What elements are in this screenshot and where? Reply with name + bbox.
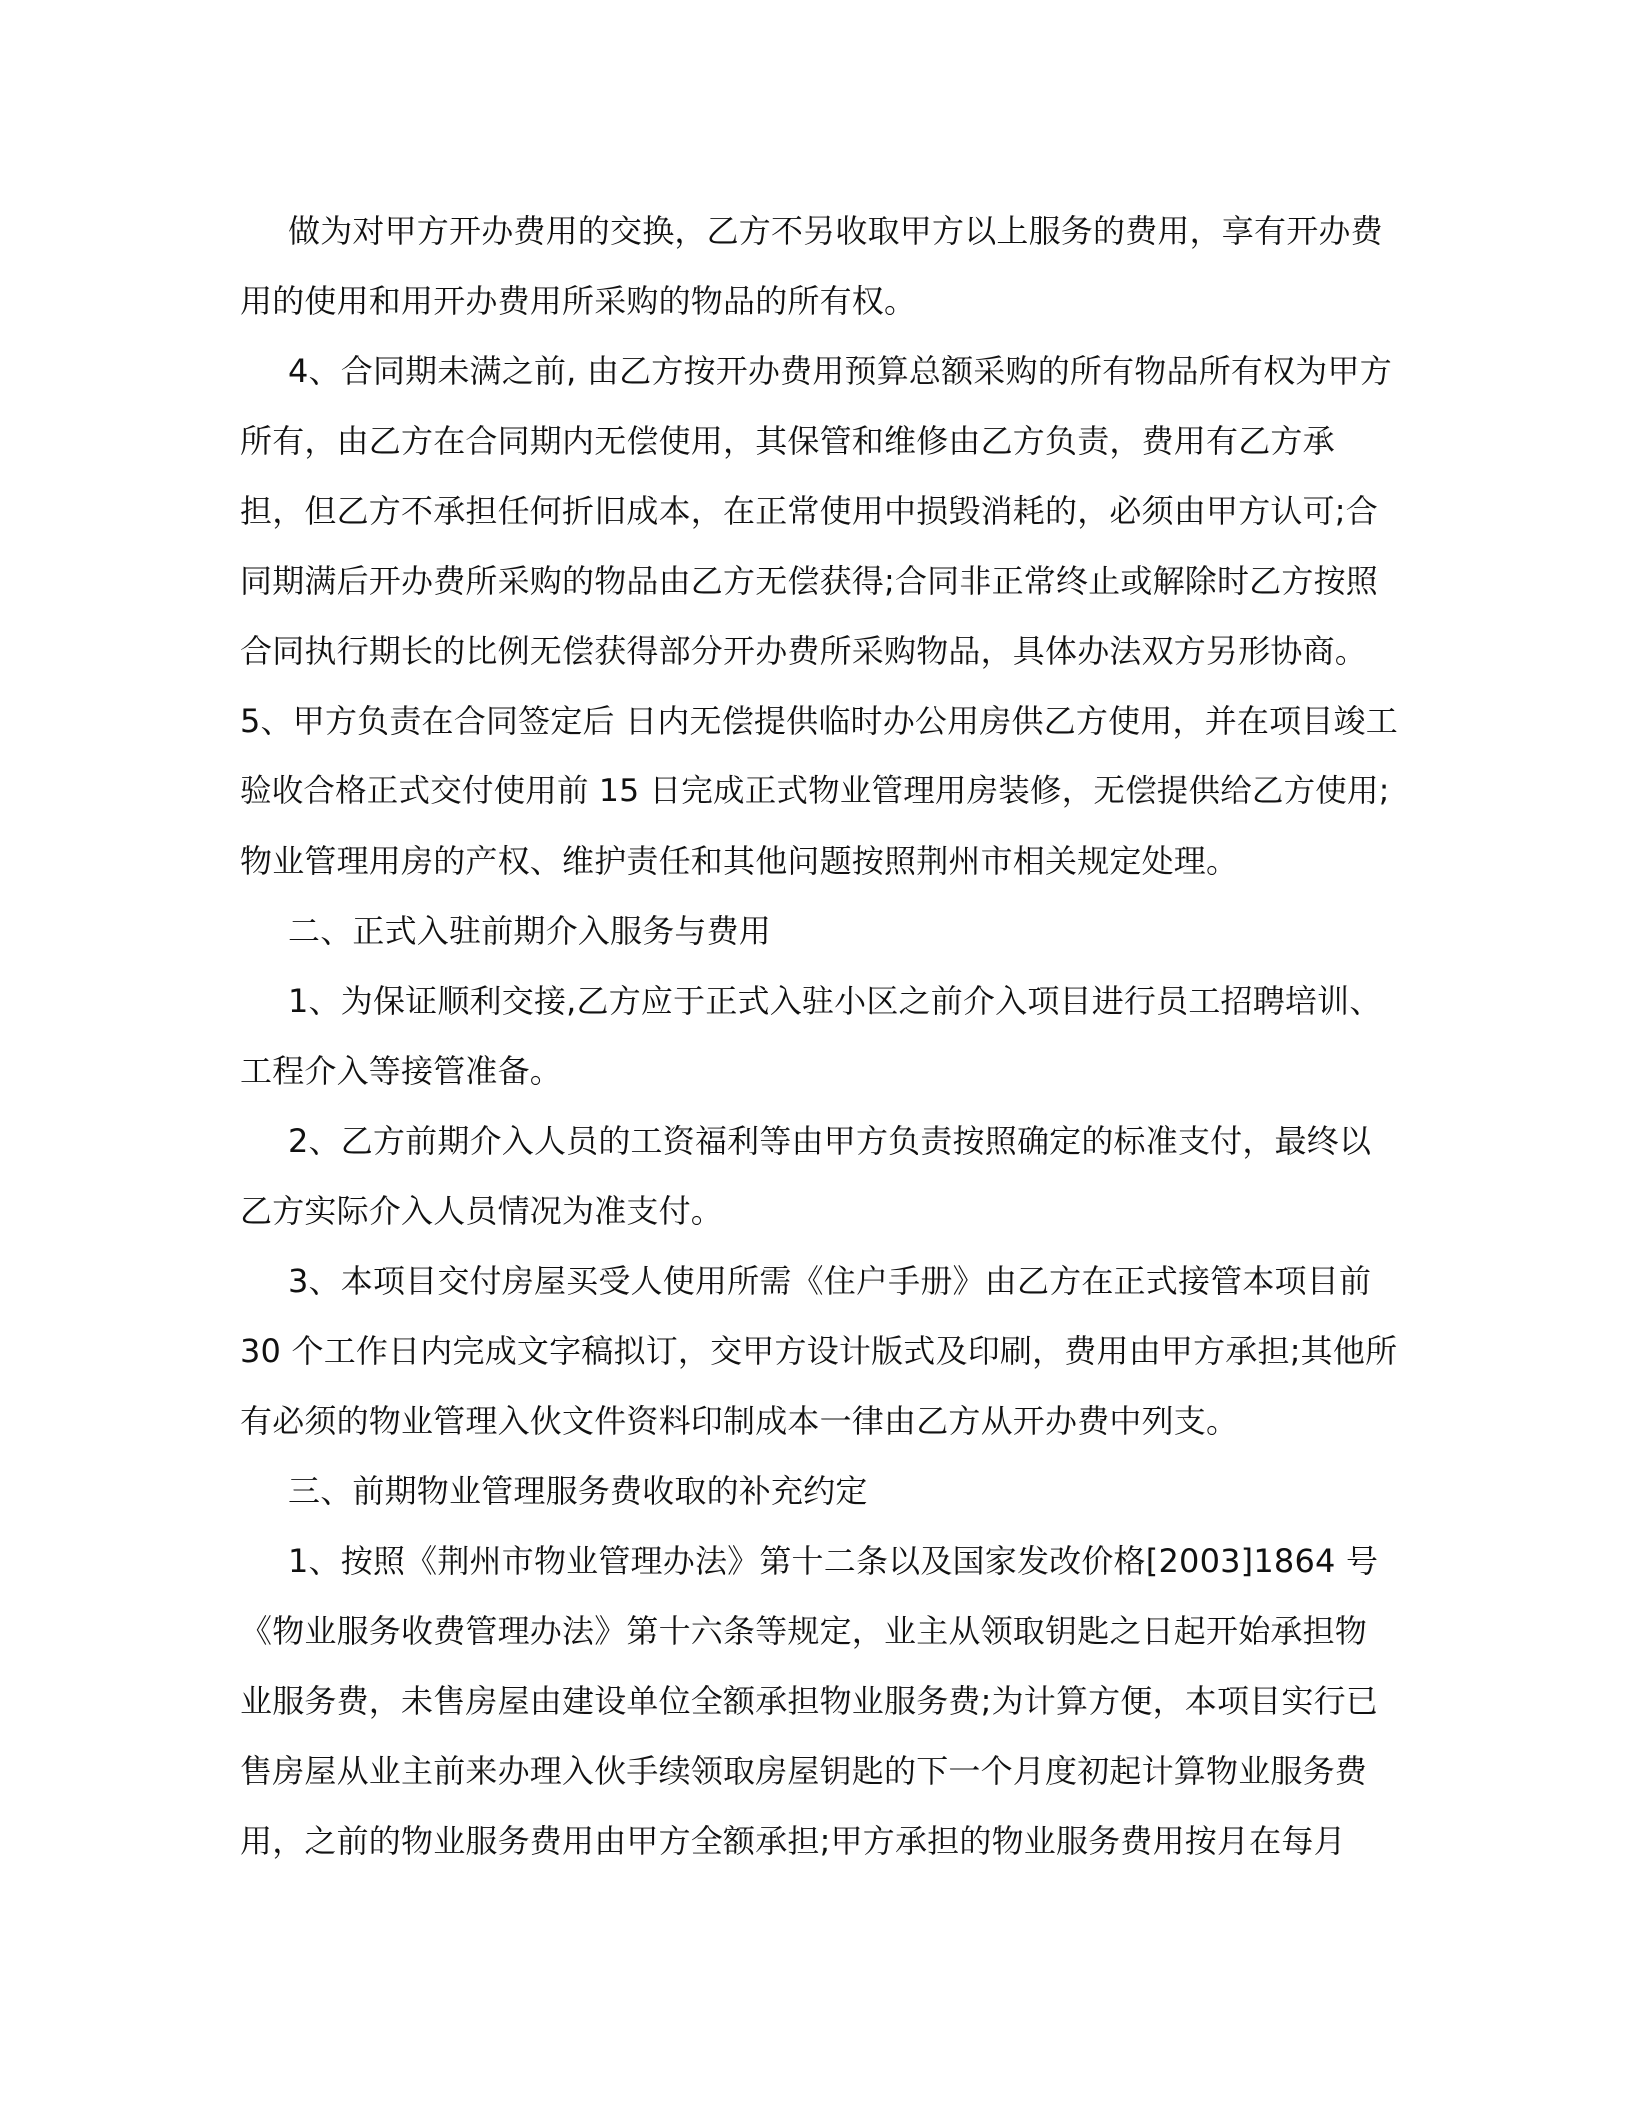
text-line: 1、按照《荆州市物业管理办法》第十二条以及国家发改价格[2003]1864 号 <box>288 1542 1379 1580</box>
text-line: 担，但乙方不承担任何折旧成本，在正常使用中损毁消耗的，必须由甲方认可;合 <box>240 492 1378 530</box>
text-line: 工程介入等接管准备。 <box>240 1052 563 1090</box>
text-line: 做为对甲方开办费用的交换，乙方不另收取甲方以上服务的费用，享有开办费 <box>288 212 1383 250</box>
text-line: 验收合格正式交付使用前 15 日完成正式物业管理用房装修，无偿提供给乙方使用; <box>240 773 1390 809</box>
text-line: 合同执行期长的比例无偿获得部分开办费所采购物品，具体办法双方另形协商。 <box>240 632 1368 670</box>
text-line: 5、甲方负责在合同签定后 日内无偿提供临时办公用房供乙方使用，并在项目竣工 <box>240 702 1398 740</box>
text-line: 售房屋从业主前来办理入伙手续领取房屋钥匙的下一个月度初起计算物业服务费 <box>240 1752 1368 1790</box>
document-body <box>240 196 1398 1876</box>
text-line: 30 个工作日内完成文字稿拟订，交甲方设计版式及印刷，费用由甲方承担;其他所 <box>240 1332 1398 1370</box>
text-line: 业服务费，未售房屋由建设单位全额承担物业服务费;为计算方便，本项目实行已 <box>240 1682 1378 1720</box>
text-line: 二、正式入驻前期介入服务与费用 <box>288 912 772 950</box>
text-line: 用的使用和用开办费用所采购的物品的所有权。 <box>240 282 917 320</box>
text-line: 物业管理用房的产权、维护责任和其他问题按照荆州市相关规定处理。 <box>240 842 1239 880</box>
text-line: 1、为保证顺利交接,乙方应于正式入驻小区之前介入项目进行员工招聘培训、 <box>288 982 1382 1020</box>
text-line: 2、乙方前期介入人员的工资福利等由甲方负责按照确定的标准支付，最终以 <box>288 1122 1372 1160</box>
text-line: 有必须的物业管理入伙文件资料印制成本一律由乙方从开办费中列支。 <box>240 1402 1239 1440</box>
text-line: 用，之前的物业服务费用由甲方全额承担;甲方承担的物业服务费用按月在每月 <box>240 1822 1346 1860</box>
text-line: 乙方实际介入人员情况为准支付。 <box>240 1192 724 1230</box>
text-line: 4、合同期未满之前, 由乙方按开办费用预算总额采购的所有物品所有权为甲方 <box>288 352 1392 390</box>
text-line: 同期满后开办费所采购的物品由乙方无偿获得;合同非正常终止或解除时乙方按照 <box>240 562 1378 600</box>
text-line: 3、本项目交付房屋买受人使用所需《住户手册》由乙方在正式接管本项目前 <box>288 1262 1372 1300</box>
text-line: 所有，由乙方在合同期内无偿使用，其保管和维修由乙方负责，费用有乙方承 <box>240 422 1335 460</box>
text-line: 《物业服务收费管理办法》第十六条等规定，业主从领取钥匙之日起开始承担物 <box>240 1612 1368 1650</box>
text-line: 三、前期物业管理服务费收取的补充约定 <box>288 1472 868 1510</box>
